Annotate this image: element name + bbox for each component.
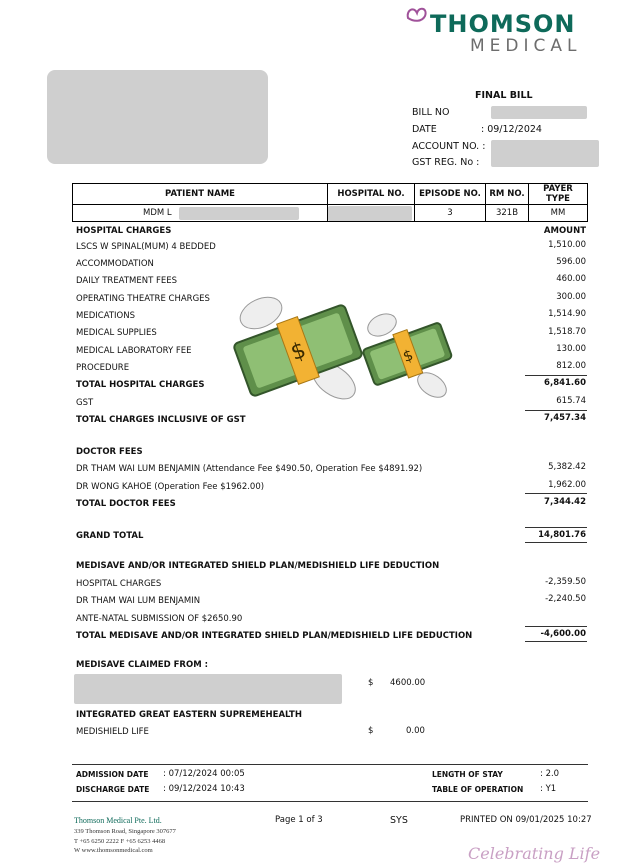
total-doctor-amount: 7,344.42: [544, 497, 586, 507]
hospital-item-amount: 596.00: [556, 257, 586, 267]
hospital-no-redaction: [328, 206, 412, 221]
discharge-label: DISCHARGE DATE: [76, 785, 150, 794]
patient-name: MDM L: [143, 208, 172, 218]
gst-reg-label: GST REG. No :: [412, 157, 480, 168]
footer-company: Thomson Medical Pte. Ltd.: [74, 816, 162, 825]
grand-double-line: [525, 542, 587, 543]
footer-phone: T +65 6250 2222 F +65 6253 4468: [74, 838, 166, 845]
bill-title: FINAL BILL: [475, 90, 533, 101]
medishield-label: MEDISHIELD LIFE: [76, 727, 149, 737]
hospital-item-label: MEDICATIONS: [76, 311, 135, 321]
cell-episode: 3: [415, 205, 486, 222]
footer-web: W www.thomsonmedical.com: [74, 847, 153, 854]
hospital-item-amount: 812.00: [556, 361, 586, 371]
svg-text:$: $: [287, 337, 310, 367]
hospital-item-label: MEDICAL LABORATORY FEE: [76, 346, 192, 356]
cell-hospital-no: [328, 205, 415, 222]
hospital-item-amount: 1,518.70: [548, 327, 586, 337]
medisave-line: [525, 626, 587, 627]
cell-payer: MM: [529, 205, 588, 222]
page-number: Page 1 of 3: [275, 815, 323, 825]
table-of-operation-value: : Y1: [540, 784, 557, 794]
doctor-item-amount: 1,962.00: [548, 480, 586, 490]
logo: [404, 4, 594, 54]
sys-label: SYS: [390, 815, 408, 826]
insurer-name: INTEGRATED GREAT EASTERN SUPREMEHEALTH: [76, 710, 302, 720]
subtotal-line: [525, 375, 587, 376]
medishield-amount: 0.00: [406, 726, 425, 736]
header-payer-type: PAYER TYPE: [529, 184, 588, 205]
date-value: : 09/12/2024: [481, 124, 542, 135]
hospital-item-amount: 300.00: [556, 292, 586, 302]
hospital-item-label: OPERATING THEATRE CHARGES: [76, 294, 210, 304]
claimed-amount: 4600.00: [390, 678, 426, 688]
footer-tagline: Celebrating Life: [468, 844, 601, 863]
medisave-item-amount: -2,359.50: [545, 577, 586, 587]
hospital-item-label: DAILY TREATMENT FEES: [76, 276, 178, 286]
header-rm-no: RM NO.: [486, 184, 529, 205]
medisave-item-label: ANTE-NATAL SUBMISSION OF $2650.90: [76, 614, 243, 624]
medisave-item-amount: -2,240.50: [545, 594, 586, 604]
hospital-item-amount: 130.00: [556, 344, 586, 354]
bill-no-redaction: [491, 106, 587, 119]
stay-top-line: [72, 764, 588, 765]
medisave-item-label: DR THAM WAI LUM BENJAMIN: [76, 596, 201, 606]
total-medisave-amount: -4,600.00: [540, 629, 586, 639]
logo-symbol-icon: [404, 4, 430, 26]
grand-top-line: [525, 527, 587, 528]
date-label: DATE: [412, 124, 437, 135]
discharge-value: : 09/12/2024 10:43: [163, 784, 245, 794]
logo-sub: MEDICAL: [470, 36, 582, 56]
money-with-wings-icon: [226, 283, 366, 413]
claimed-currency: $: [368, 678, 374, 688]
hospital-item-amount: 460.00: [556, 274, 586, 284]
gst-amount: 615.74: [556, 396, 586, 406]
admission-label: ADMISSION DATE: [76, 770, 149, 779]
hospital-item-amount: 1,510.00: [548, 240, 586, 250]
total-hospital-amount: 6,841.60: [544, 378, 586, 388]
doctor-heading: DOCTOR FEES: [76, 447, 143, 457]
hospital-item-label: PROCEDURE: [76, 363, 130, 373]
length-of-stay-label: LENGTH OF STAY: [432, 770, 503, 779]
patient-table-row: [73, 205, 588, 222]
medisave-item-label: HOSPITAL CHARGES: [76, 579, 162, 589]
length-of-stay-value: : 2.0: [540, 769, 560, 779]
claimed-heading: MEDISAVE CLAIMED FROM :: [76, 660, 209, 670]
patient-name-redaction: [179, 207, 299, 220]
logo-name: THOMSON: [430, 10, 576, 38]
account-redaction: [491, 140, 599, 167]
amount-heading: AMOUNT: [543, 226, 586, 236]
hospital-item-amount: 1,514.90: [548, 309, 586, 319]
doctor-item-amount: 5,382.42: [548, 462, 586, 472]
grand-total-label: GRAND TOTAL: [76, 531, 144, 541]
medisave-double-line: [525, 641, 587, 642]
cell-rm: 321B: [486, 205, 529, 222]
printed-on: PRINTED ON 09/01/2025 10:27: [460, 815, 592, 825]
hospital-item-label: MEDICAL SUPPLIES: [76, 328, 157, 338]
money-with-wings-icon: [360, 305, 455, 405]
medisave-heading: MEDISAVE AND/OR INTEGRATED SHIELD PLAN/MEDISHIELD LIFE DEDUCTION: [76, 561, 440, 571]
header-hospital-no: HOSPITAL NO.: [328, 184, 415, 205]
patient-table: [72, 183, 588, 222]
total-incl-gst-label: TOTAL CHARGES INCLUSIVE OF GST: [76, 415, 246, 425]
gst-line: [525, 410, 587, 411]
total-incl-gst-amount: 7,457.34: [544, 413, 586, 423]
gst-label: GST: [76, 398, 94, 408]
footer-address: 339 Thomson Road, Singapore 307677: [74, 828, 176, 835]
header-episode-no: EPISODE NO.: [415, 184, 486, 205]
grand-total-amount: 14,801.76: [538, 530, 586, 540]
hospital-item-label: ACCOMMODATION: [76, 259, 154, 269]
total-medisave-label: TOTAL MEDISAVE AND/OR INTEGRATED SHIELD PLAN/MEDISHIELD LIFE DEDUCTION: [76, 631, 473, 641]
patient-table-header: [73, 184, 588, 205]
medishield-currency: $: [368, 726, 374, 736]
address-redaction: [47, 70, 268, 164]
doctor-item-label: DR THAM WAI LUM BENJAMIN (Attendance Fee $490.50, Operation Fee $4891.92): [76, 464, 423, 474]
svg-text:$: $: [400, 345, 416, 366]
hospital-item-label: LSCS W SPINAL(MUM) 4 BEDDED: [76, 242, 216, 252]
hospital-heading: HOSPITAL CHARGES: [76, 226, 172, 236]
account-label: ACCOUNT NO. :: [412, 141, 486, 152]
stay-bottom-line: [72, 801, 588, 802]
header-patient-name: PATIENT NAME: [73, 184, 328, 205]
total-doctor-label: TOTAL DOCTOR FEES: [76, 499, 176, 509]
total-hospital-label: TOTAL HOSPITAL CHARGES: [76, 380, 205, 390]
table-of-operation-label: TABLE OF OPERATION: [432, 785, 524, 794]
admission-value: : 07/12/2024 00:05: [163, 769, 245, 779]
doctor-item-label: DR WONG KAHOE (Operation Fee $1962.00): [76, 482, 265, 492]
cell-patient-name: [73, 205, 328, 222]
bill-no-label: BILL NO: [412, 107, 450, 118]
doctor-line: [525, 493, 587, 494]
claimant-redaction: [74, 674, 342, 704]
